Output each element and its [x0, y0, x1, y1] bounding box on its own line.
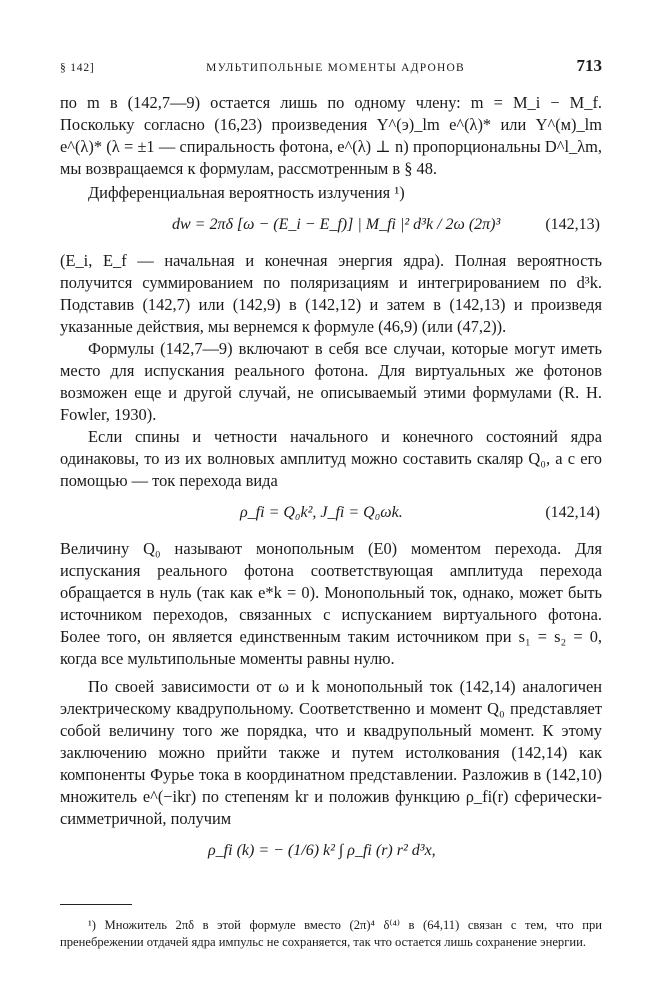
paragraph-2: Дифференциальная вероятность излучения ¹) — [88, 183, 405, 202]
footnote-separator — [60, 904, 132, 905]
equation-number: (142,14) — [545, 504, 600, 521]
section-ref: § 142] — [60, 62, 95, 74]
paragraph-6: Величину Q₀ называют монопольным (E0) моментом перехода. Для испускания реального фотона соответствующая амплитуда перехода обращается в нуль (так как e*k = 0). Монопольный ток, однако, может быть источником переходов, связанных с испусканием виртуального фотона. Более того, он является единственным таким источником при s₁ = s₂ = 0, когда все мультипольные моменты равны нулю. — [60, 539, 602, 668]
formula-expression: ρ_fi = Q₀k², J_fi = Q₀ωk. — [240, 504, 403, 521]
running-title: МУЛЬТИПОЛЬНЫЕ МОМЕНТЫ АДРОНОВ — [206, 62, 465, 74]
formula-monopole-density — [60, 832, 602, 884]
formula-142-14 — [60, 494, 602, 536]
equation-number: (142,13) — [545, 216, 600, 233]
paragraph-7: По своей зависимости от ω и k монопольный ток (142,14) аналогичен электрическому квадрупольному. Соответственно и момент Q₀ представляет собой величину того же порядка, что и квадрупольный момент. К этому заключению можно прийти также и путем истолкования (142,14) как компоненты Фурье тока в координатном представлении. Разложив в (142,10) множитель e^(−ikr) по степеням kr и положив функцию ρ_fi(r) сферически-симметричной, получим — [60, 677, 602, 828]
paragraph-4: Формулы (142,7—9) включают в себя все случаи, которые могут иметь место для испускания реального фотона. Для виртуальных же фотонов возможен еще и другой случай, не описываемый этими формулами (R. H. Fowler, 1930). — [60, 339, 602, 424]
formula-expression: ρ_fi (k) = − (1/6) k² ∫ ρ_fi (r) r² d³x, — [208, 842, 436, 859]
paragraph-3: (E_i, E_f — начальная и конечная энергия ядра). Полная вероятность получится суммированием по поляризациям и интегрированием по d³k. Подставив (142,7) или (142,9) в (142,12) и затем в (142,13) и произведя указанные действия, мы вернемся к формуле (46,9) (или (47,2)). — [60, 251, 602, 336]
paragraph-1: по m в (142,7—9) остается лишь по одному члену: m = M_i − M_f. Поскольку согласно (16,23) произведения Y^(э)_lm e^(λ)* или Y^(м)_lm e^(λ)* (λ = ±1 — спиральность фотона, e^(λ) ⊥ n) пропорциональны D^l_λm, мы возвращаемся к формулам, рассмотренным в § 48. — [60, 93, 602, 178]
page-number: 713 — [576, 56, 602, 75]
book-page — [60, 56, 602, 951]
footnote: ¹) Множитель 2πδ в этой формуле вместо (2π)⁴ δ⁽⁴⁾ в (64,11) связан с тем, что при пренебрежении отдачей ядра импульс не сохраняется, так что остается лишь сохранение энергии. — [60, 918, 602, 949]
paragraph-5: Если спины и четности начального и конечного состояний ядра одинаковы, то из их волновых амплитуд можно составить скаляр Q₀, а с его помощью — ток перехода вида — [60, 427, 602, 490]
formula-expression: dw = 2πδ [ω − (E_i − E_f)] | M_fi |² d³k / 2ω (2π)³ — [172, 216, 501, 233]
running-header — [60, 56, 602, 76]
formula-142-13 — [60, 206, 602, 248]
